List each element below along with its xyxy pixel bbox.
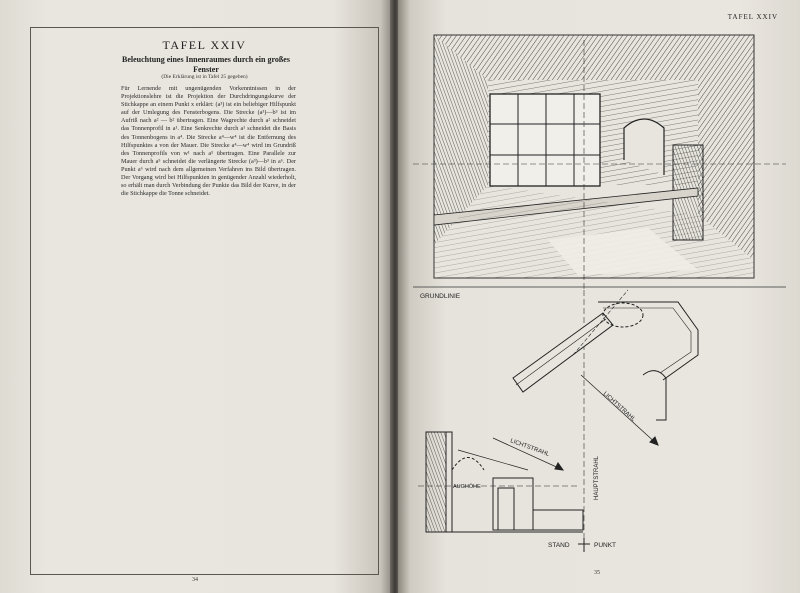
elevation-view (418, 432, 583, 532)
plate-subtitle: Beleuchtung eines Innenraumes durch ein großes Fenster (122, 55, 290, 74)
plate-note: (Die Erklärung ist in Tafel 25 gegeben) (161, 74, 248, 80)
left-page-number: 34 (192, 577, 198, 583)
grundlinie-label: GRUNDLINIE (420, 293, 461, 300)
punkt-label: PUNKT (594, 542, 617, 549)
text-frame (30, 27, 379, 575)
plan-view (513, 290, 698, 445)
plate-drawing (398, 0, 800, 593)
explanation-text: Für Lernende mit ungenügenden Vorkenntnissen in der Projektionslehre ist die Projektion der Durchdringungskurve der Stichkappe an einem Punkt x erklärt: (a³) ist ein beliebiger Hilfspunkt auf der Umlegung des Fensterbogens. Die Strecke (a³)—b³ ist im Aufriß nach a² — b² übertragen. Eine Wagrechte durch a² schneidet das Tonnenprofil in a¹. Eine Senkrechte durch a¹ schneidet die Basis des Tonnenbogens in a⁴. Die Strecke a⁴—w⁴ ist die Entfernung des Hilfspunktes a von der Mauer. Die Strecke a⁴—w⁴ wird im Grundriß des Tonnenprofils von w¹ nach a⁵ übertragen. Eine Parallele zur Mauer durch a⁵ schneidet die verlängerte Strecke (a³)—b³ in a⁶. Der Punkt a⁶ wird nach dem allgemeinen Verfahren ins Bild übertragen. Der Vorgang wird bei Hilfspunkten in genügender Anzahl wiederholt, so erhält man durch Verbindung der Punkte das Bild der Kurve, in der die Stichkappe die Tonne schneidet. (121, 85, 296, 198)
hauptstrahl-label: HAUPTSTRAHL (594, 455, 600, 500)
lichtstrahl-plan-label: LICHTSTRAHL (601, 391, 637, 423)
left-page (0, 0, 392, 593)
interior-perspective (413, 35, 786, 290)
aughoehe-label: AUGHÖHE (453, 484, 481, 490)
lichtstrahl-elev-label: LICHTSTRAHL (509, 438, 550, 458)
right-page (398, 0, 800, 593)
right-page-number: 35 (594, 570, 600, 576)
plate-title: TAFEL XXIV (162, 38, 247, 52)
plate-header: TAFEL XXIV (727, 13, 778, 21)
stand-label: STAND (548, 542, 570, 549)
